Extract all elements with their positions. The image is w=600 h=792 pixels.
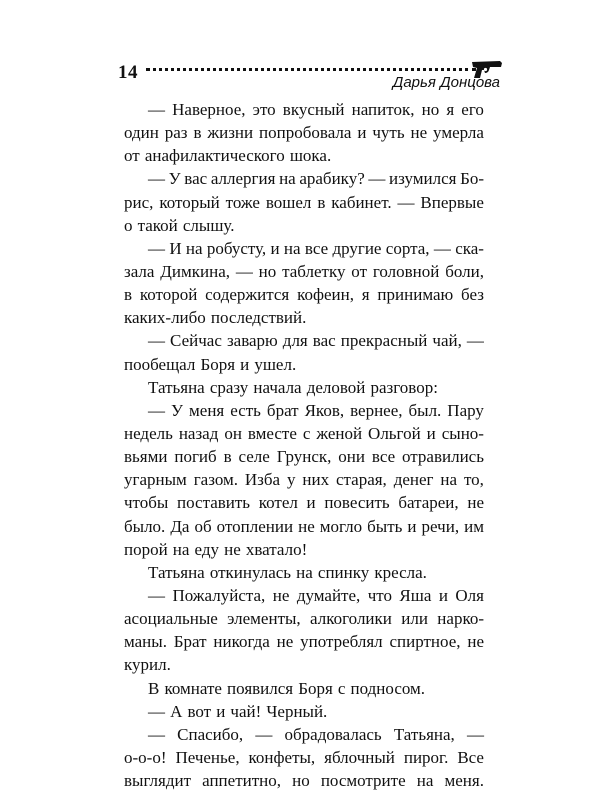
text-word: —: [148, 169, 165, 189]
text-word: раз: [164, 123, 188, 143]
text-word: что: [367, 585, 392, 605]
text-word: посмотрите: [320, 771, 406, 791]
text-word: —: [397, 192, 415, 212]
text-word: отоплении: [216, 516, 294, 536]
text-word: Татьяна,: [393, 724, 455, 744]
text-word: И: [169, 238, 182, 258]
text-line: [124, 329, 484, 352]
text-word: курил.: [124, 655, 171, 675]
text-word: не: [298, 516, 315, 536]
text-word: в: [223, 447, 232, 467]
text-word: в: [317, 192, 326, 212]
text-line: [124, 468, 484, 491]
text-word: не: [272, 585, 290, 605]
text-word: было.: [124, 516, 166, 536]
text-line: [124, 283, 484, 306]
text-word: чуть: [372, 123, 405, 143]
text-word: с: [337, 678, 346, 698]
text-word: ска-: [455, 238, 484, 258]
text-word: употреблял: [300, 632, 383, 652]
text-word: спиртное,: [389, 632, 461, 652]
text-word: я: [361, 285, 370, 305]
text-word: Яша: [399, 585, 432, 605]
text-word: чай!: [230, 701, 262, 721]
text-word: Боря: [200, 354, 236, 374]
text-word: все: [371, 447, 396, 467]
text-word: Оля: [455, 585, 484, 605]
text-word: о: [124, 215, 133, 235]
text-word: брат: [266, 400, 299, 420]
text-word: маны.: [124, 632, 167, 652]
text-line: [124, 607, 484, 630]
text-word: жизни: [207, 123, 254, 143]
text-word: с: [302, 423, 311, 443]
text-word: анафилактического: [144, 146, 285, 166]
text-word: —: [148, 585, 165, 605]
text-word: комнате: [164, 678, 222, 698]
text-word: Ольгой: [368, 423, 421, 443]
text-word: них: [302, 470, 330, 490]
text-word: Изба: [244, 470, 281, 490]
text-word: не: [224, 539, 241, 559]
text-word: Спасибо,: [177, 724, 244, 744]
text-line: [124, 538, 484, 561]
text-word: боли,: [445, 261, 484, 281]
text-line: [124, 399, 484, 422]
text-word: и: [407, 516, 417, 536]
text-word: У: [168, 169, 181, 189]
text-line: [124, 769, 484, 792]
text-word: на: [416, 771, 434, 791]
text-word: —: [368, 169, 386, 189]
text-word: деловой: [306, 377, 366, 397]
text-line: [124, 630, 484, 653]
text-word: повесить: [324, 493, 390, 513]
text-word: им: [464, 516, 484, 536]
text-word: это: [252, 100, 276, 119]
text-word: и: [357, 123, 367, 143]
text-word: в: [193, 123, 202, 143]
text-word: —: [235, 261, 253, 281]
text-word: А: [170, 701, 183, 721]
text-word: пирог.: [403, 747, 449, 767]
text-word: Наверное,: [172, 100, 246, 119]
text-word: заварю: [226, 331, 278, 351]
text-word: ушел.: [254, 354, 297, 374]
text-word: его: [461, 100, 484, 119]
text-word: алкоголики: [310, 609, 392, 629]
text-word: не: [410, 123, 428, 143]
text-word: В: [148, 678, 160, 698]
text-line: [124, 306, 484, 329]
text-word: которой: [139, 285, 198, 305]
text-line: [124, 491, 484, 514]
text-word: —: [255, 724, 273, 744]
text-word: на: [172, 539, 190, 559]
text-word: меня.: [444, 771, 484, 791]
text-word: у: [286, 470, 296, 490]
text-word: но: [258, 261, 277, 281]
text-word: я: [446, 100, 455, 119]
text-word: —: [148, 724, 165, 744]
text-line: [124, 561, 484, 584]
text-word: и: [438, 585, 448, 605]
text-word: еду: [194, 539, 220, 559]
text-word: такой: [137, 215, 178, 235]
text-word: и: [270, 238, 280, 258]
text-word: откинулась: [209, 562, 292, 582]
text-word: сорта,: [385, 238, 430, 258]
text-word: кресла.: [374, 562, 427, 582]
text-word: Татьяна: [148, 377, 205, 397]
text-line: [124, 723, 484, 746]
text-word: Печенье,: [175, 747, 240, 767]
text-word: чай,: [432, 331, 462, 351]
text-word: арабику?: [299, 169, 365, 189]
text-word: У: [170, 400, 184, 420]
text-word: начала: [253, 377, 302, 397]
text-word: слышу.: [182, 215, 235, 235]
text-line: [124, 700, 484, 723]
text-word: селе: [238, 447, 270, 467]
text-word: вас: [312, 331, 336, 351]
text-word: последствий.: [210, 308, 307, 328]
text-word: зала: [124, 261, 155, 281]
text-word: но: [292, 771, 310, 791]
text-line: [124, 121, 484, 144]
text-word: порой: [124, 539, 168, 559]
text-word: на: [185, 238, 203, 258]
text-word: нарко-: [437, 609, 484, 629]
text-word: Да: [170, 516, 190, 536]
text-word: подносом.: [350, 678, 426, 698]
text-word: быть: [367, 516, 403, 536]
text-line: [124, 653, 484, 676]
text-word: не: [276, 632, 294, 652]
text-word: пообещал: [124, 354, 196, 374]
text-word: вошел: [265, 192, 312, 212]
text-line: [124, 515, 484, 538]
text-word: Пару: [447, 400, 484, 420]
text-word: —: [148, 100, 165, 119]
text-word: вас: [184, 169, 208, 189]
text-word: спинку: [317, 562, 370, 582]
text-word: был.: [408, 400, 442, 420]
text-word: Все: [457, 747, 484, 767]
text-word: и: [216, 701, 226, 721]
text-word: то,: [463, 470, 484, 490]
text-word: который: [159, 192, 220, 212]
text-word: головной: [372, 261, 440, 281]
text-line: [124, 214, 484, 237]
text-word: чтобы: [124, 493, 169, 513]
text-word: Черный.: [266, 701, 328, 721]
text-word: элементы,: [227, 609, 301, 629]
text-word: выглядит: [124, 771, 192, 791]
text-word: Димкина,: [160, 261, 230, 281]
text-word: Боря: [298, 678, 333, 698]
text-word: газом.: [193, 470, 239, 490]
text-word: и: [306, 493, 316, 513]
text-word: вернее,: [350, 400, 403, 420]
text-word: на: [283, 238, 301, 258]
text-word: батареи,: [398, 493, 459, 513]
text-word: каких-либо: [124, 308, 206, 328]
text-word: Сейчас: [170, 331, 222, 351]
text-line: [124, 167, 484, 190]
text-word: Пожалуйста,: [172, 585, 266, 605]
text-word: без: [461, 285, 484, 305]
text-line: [124, 98, 484, 121]
text-word: обрадовалась: [284, 724, 382, 744]
text-line: [124, 445, 484, 468]
text-word: на: [279, 169, 296, 189]
text-word: —: [433, 238, 451, 258]
text-word: появился: [227, 678, 294, 698]
text-word: робусту,: [206, 238, 267, 258]
text-line: [124, 746, 484, 769]
text-word: —: [148, 701, 165, 721]
text-word: вместе: [247, 423, 297, 443]
text-line: [124, 144, 484, 167]
text-word: Брат: [173, 632, 207, 652]
text-word: никогда: [213, 632, 270, 652]
text-word: и: [240, 354, 250, 374]
text-word: от: [124, 146, 140, 166]
text-word: разговор:: [370, 377, 438, 397]
running-header: [118, 58, 506, 91]
text-word: вот: [187, 701, 212, 721]
text-line: [124, 422, 484, 445]
text-word: изумился: [389, 169, 457, 189]
text-word: сыно-: [441, 423, 484, 443]
text-word: тоже: [225, 192, 260, 212]
text-word: меня: [189, 400, 225, 420]
text-word: не: [467, 493, 484, 513]
text-word: от: [351, 261, 368, 281]
text-word: старая,: [335, 470, 387, 490]
text-word: один: [124, 123, 159, 143]
text-word: Татьяна: [148, 562, 205, 582]
text-word: или: [401, 609, 428, 629]
text-word: об: [194, 516, 212, 536]
text-word: —: [148, 238, 165, 258]
text-word: принимаю: [377, 285, 454, 305]
text-word: напиток,: [351, 100, 415, 119]
text-word: вкусный: [282, 100, 345, 119]
text-word: умерла: [433, 123, 484, 143]
text-word: кофеин,: [297, 285, 354, 305]
text-word: сразу: [209, 377, 249, 397]
text-word: —: [148, 331, 165, 351]
text-word: они: [338, 447, 365, 467]
text-word: есть: [230, 400, 261, 420]
text-word: о-о-о!: [124, 747, 167, 767]
text-word: для: [282, 331, 308, 351]
text-word: шока.: [289, 146, 332, 166]
text-word: —: [466, 331, 484, 351]
header-dotted-rule: [146, 68, 476, 71]
text-word: речи,: [421, 516, 460, 536]
text-word: на: [296, 562, 313, 582]
text-word: —: [466, 724, 484, 744]
author-name: Дарья Донцова: [392, 74, 500, 91]
text-word: денег: [393, 470, 434, 490]
text-word: погиб: [174, 447, 217, 467]
text-word: думайте,: [296, 585, 361, 605]
text-word: хватало!: [245, 539, 308, 559]
text-word: все: [304, 238, 329, 258]
text-word: содержится: [205, 285, 290, 305]
text-word: могло: [319, 516, 363, 536]
text-word: Впервые: [420, 192, 484, 212]
text-word: другие: [332, 238, 382, 258]
text-word: —: [148, 400, 165, 420]
text-word: кабинет.: [331, 192, 392, 212]
text-word: назад: [178, 423, 219, 443]
text-word: прекрасный: [340, 331, 428, 351]
text-line: [124, 260, 484, 283]
text-word: рис,: [124, 192, 154, 212]
text-line: [124, 584, 484, 607]
text-word: Грунск,: [276, 447, 332, 467]
text-word: аппетитно,: [202, 771, 282, 791]
text-word: женой: [316, 423, 363, 443]
text-word: на: [440, 470, 458, 490]
text-word: отравились: [402, 447, 484, 467]
text-word: Яков,: [304, 400, 345, 420]
text-word: недель: [124, 423, 173, 443]
text-word: поставить: [177, 493, 251, 513]
text-word: вьями: [124, 447, 168, 467]
text-word: Бо-: [460, 169, 484, 189]
text-word: попробовала: [259, 123, 352, 143]
text-word: аллергия: [210, 169, 276, 189]
text-line: [124, 191, 484, 214]
text-word: он: [224, 423, 242, 443]
text-word: конфеты,: [248, 747, 316, 767]
text-word: яблочный: [324, 747, 395, 767]
text-word: и: [426, 423, 436, 443]
text-word: таблетку: [282, 261, 346, 281]
body-text: [124, 98, 484, 792]
text-word: в: [124, 285, 133, 305]
text-word: асоциальные: [124, 609, 218, 629]
page-number: 14: [118, 62, 138, 83]
text-word: угарным: [124, 470, 187, 490]
text-line: [124, 353, 484, 376]
text-line: [124, 677, 484, 700]
text-word: но: [421, 100, 440, 119]
text-word: не: [467, 632, 484, 652]
text-line: [124, 376, 484, 399]
text-word: котел: [258, 493, 298, 513]
text-line: [124, 237, 484, 260]
